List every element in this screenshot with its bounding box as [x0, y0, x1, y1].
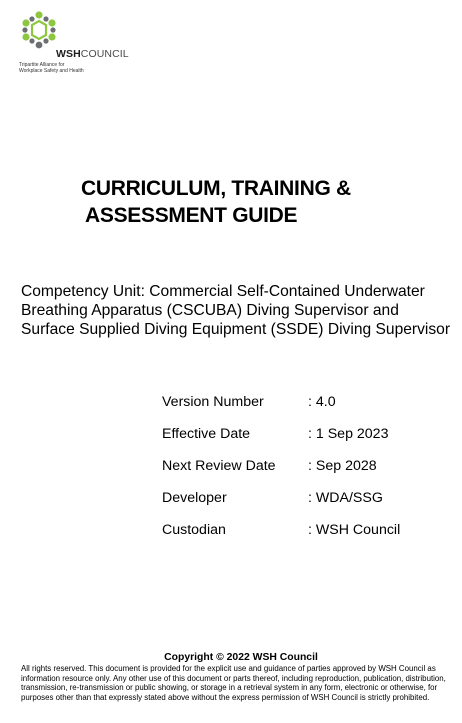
document-title-line-1: CURRICULUM, TRAINING & — [81, 177, 351, 200]
logo-tagline — [19, 62, 84, 74]
metadata-row-effective-date — [162, 418, 400, 450]
metadata-key: Effective Date — [162, 426, 251, 442]
document-title-line-2: ASSESSMENT GUIDE — [85, 204, 298, 227]
document-title — [81, 175, 351, 229]
metadata-row-developer — [162, 482, 400, 514]
metadata-value: : Sep 2028 — [308, 458, 377, 474]
metadata-row-custodian — [162, 514, 400, 546]
metadata-row-next-review-date — [162, 450, 400, 482]
wsh-council-logo — [19, 10, 149, 72]
logo-council-text: COUNCIL — [80, 48, 129, 60]
metadata-key: Version Number — [162, 394, 264, 410]
metadata-key: Developer — [162, 490, 227, 506]
wsh-council-emblem-icon — [19, 10, 59, 50]
emblem-green-dots — [22, 11, 55, 40]
metadata-key: Next Review Date — [162, 458, 276, 474]
logo-tagline-line-1: Tripartite Alliance for — [19, 62, 65, 68]
document-metadata-table — [162, 386, 400, 546]
metadata-value: : WDA/SSG — [308, 490, 383, 506]
emblem-inner-hexagon — [32, 21, 46, 39]
copyright-notice: Copyright © 2022 WSH Council — [164, 652, 318, 663]
metadata-value: : WSH Council — [308, 522, 401, 538]
rights-statement: All rights reserved. This document is provided for the explicit use and guidance of parties approved by WSH Council as information resource only. Any other use of this document or parts thereof, including reproduction, publication, distribution, transmission, re-transmission or public showing, or storage in a retrieval system in any form, electronic or otherwise, for purposes other than that expressly stated above without the express permission of WSH Council is strictly prohibited. — [21, 664, 446, 702]
metadata-key: Custodian — [162, 522, 226, 538]
logo-tagline-line-2: Workplace Safety and Health — [19, 68, 84, 74]
copyright-footer — [21, 652, 457, 702]
logo-wsh-text: WSH — [56, 48, 81, 60]
competency-unit-subtitle: Competency Unit: Commercial Self-Contained Underwater Breathing Apparatus (CSCUBA) Diving Supervisor and Surface Supplied Diving Equipment (SSDE) Diving Supervisor — [21, 283, 451, 338]
metadata-value: : 4.0 — [308, 394, 336, 410]
metadata-value: : 1 Sep 2023 — [308, 426, 389, 442]
metadata-row-version — [162, 386, 400, 418]
logo-wordmark — [56, 48, 129, 60]
